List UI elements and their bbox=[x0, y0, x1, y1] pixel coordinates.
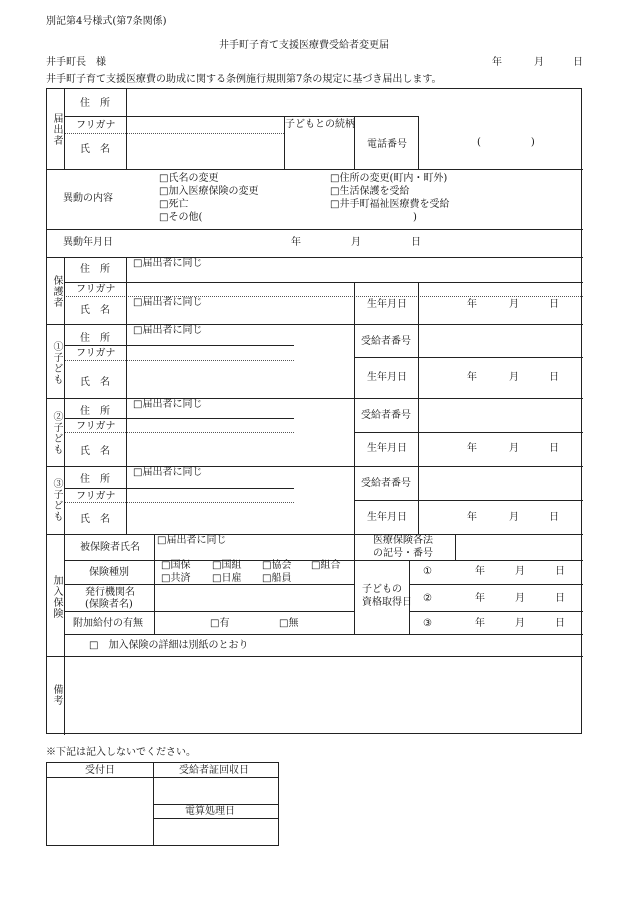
child2-birth-month: 月 bbox=[509, 443, 519, 454]
change-date-label: 異動年月日 bbox=[63, 237, 113, 248]
child3-same-address[interactable]: □届出者に同じ bbox=[133, 467, 203, 478]
option-death[interactable]: □死亡 bbox=[159, 199, 189, 210]
insurance-law-label-1: 医療保険各法 bbox=[373, 535, 433, 546]
extra-benefit-yes[interactable]: □有 bbox=[210, 618, 230, 629]
child3-address-label: 住 所 bbox=[80, 474, 110, 485]
child3-furigana-label: フリガナ bbox=[76, 491, 116, 502]
extra-benefit-label: 附加給付の有無 bbox=[73, 618, 143, 629]
child2-recipient-label: 受給者番号 bbox=[361, 410, 411, 421]
extra-benefit-no[interactable]: □無 bbox=[279, 618, 299, 629]
insured-same-as-notifier[interactable]: □届出者に同じ bbox=[157, 535, 227, 546]
child2-birth-label: 生年月日 bbox=[367, 443, 407, 454]
child1-birth-month: 月 bbox=[509, 372, 519, 383]
section-child-3: ③子ども bbox=[51, 478, 62, 522]
form-number: 別記第4号様式(第7条関係) bbox=[46, 16, 167, 27]
change-date-month: 月 bbox=[351, 237, 361, 248]
phone-parens: ( ) bbox=[477, 137, 535, 148]
received-date-label: 受付日 bbox=[85, 765, 115, 776]
acq-child3-month: 月 bbox=[515, 618, 525, 629]
section-notifier: 届出者 bbox=[51, 113, 62, 146]
issuer-label-1: 発行機関名 bbox=[85, 587, 135, 598]
notifier-furigana-label: フリガナ bbox=[76, 120, 116, 131]
header-year-label: 年 bbox=[492, 57, 502, 68]
acq-child3-day: 日 bbox=[555, 618, 565, 629]
child2-birth-year: 年 bbox=[467, 443, 477, 454]
option-insurance-change[interactable]: □加入医療保険の変更 bbox=[159, 186, 259, 197]
option-welfare[interactable]: □生活保護を受給 bbox=[330, 186, 410, 197]
acq-child1-year: 年 bbox=[475, 566, 485, 577]
child3-name-label: 氏 名 bbox=[80, 514, 110, 525]
office-note: ※下記は記入しないでください。 bbox=[46, 747, 196, 758]
guardian-birth-label: 生年月日 bbox=[367, 299, 407, 310]
child1-birth-label: 生年月日 bbox=[367, 372, 407, 383]
child1-birth-year: 年 bbox=[467, 372, 477, 383]
relationship-label: 子どもとの続柄 bbox=[285, 119, 355, 130]
statement-text: 井手町子育て支援医療費の助成に関する条例施行規則第7条の規定に基づき届出します。 bbox=[46, 74, 442, 85]
change-content-label: 異動の内容 bbox=[63, 193, 113, 204]
section-insurance: 加入保険 bbox=[51, 575, 62, 619]
option-ide-welfare[interactable]: □井手町福祉医療費を受給 bbox=[330, 199, 450, 210]
insurance-law-label-2: の記号・番号 bbox=[373, 548, 433, 559]
option-other-close: ) bbox=[413, 212, 417, 223]
addressee: 井手町長 様 bbox=[46, 57, 106, 68]
option-name-change[interactable]: □氏名の変更 bbox=[159, 173, 219, 184]
child3-birth-day: 日 bbox=[549, 512, 559, 523]
page-title: 井手町子育て支援医療費受給者変更届 bbox=[219, 40, 389, 51]
child-acq-label-2: 資格取得日 bbox=[362, 597, 412, 608]
office-use-table bbox=[46, 762, 279, 846]
section-child-1: ①子ども bbox=[51, 341, 62, 385]
acq-child2-mark: ② bbox=[423, 593, 432, 604]
header-day-label: 日 bbox=[573, 57, 583, 68]
option-address-change[interactable]: □住所の変更(町内・町外) bbox=[330, 173, 448, 184]
header-month-label: 月 bbox=[534, 57, 544, 68]
guardian-address-label: 住 所 bbox=[80, 264, 110, 275]
child3-recipient-label: 受給者番号 bbox=[361, 478, 411, 489]
change-date-year: 年 bbox=[291, 237, 301, 248]
type-kyokai[interactable]: □協会 bbox=[262, 560, 292, 571]
child1-furigana-label: フリガナ bbox=[76, 348, 116, 359]
option-other[interactable]: □その他( bbox=[159, 212, 203, 223]
child2-furigana-label: フリガナ bbox=[76, 421, 116, 432]
insurance-details-note[interactable]: □ 加入保険の詳細は別紙のとおり bbox=[89, 640, 249, 651]
child1-same-address[interactable]: □届出者に同じ bbox=[133, 325, 203, 336]
section-remarks: 備考 bbox=[51, 684, 62, 706]
acq-child3-mark: ③ bbox=[423, 618, 432, 629]
change-notification-form bbox=[46, 88, 582, 734]
child1-recipient-label: 受給者番号 bbox=[361, 336, 411, 347]
acq-child1-day: 日 bbox=[555, 566, 565, 577]
type-hiyatoi[interactable]: □日雇 bbox=[212, 573, 242, 584]
issuer-label-2: (保険者名) bbox=[85, 599, 133, 610]
guardian-birth-month: 月 bbox=[509, 299, 519, 310]
acq-child2-day: 日 bbox=[555, 593, 565, 604]
child3-birth-label: 生年月日 bbox=[367, 512, 407, 523]
child3-birth-month: 月 bbox=[509, 512, 519, 523]
section-child-2: ②子ども bbox=[51, 411, 62, 455]
type-kokuho[interactable]: □国保 bbox=[161, 560, 191, 571]
type-kumiai[interactable]: □組合 bbox=[311, 560, 341, 571]
insured-name-label: 被保険者氏名 bbox=[80, 542, 140, 553]
child2-name-label: 氏 名 bbox=[80, 446, 110, 457]
cert-collected-label: 受給者証回収日 bbox=[179, 765, 249, 776]
insurance-type-label: 保険種別 bbox=[89, 567, 129, 578]
child-acq-label-1: 子どもの bbox=[362, 584, 402, 595]
computer-processed-label: 電算処理日 bbox=[185, 806, 235, 817]
change-date-day: 日 bbox=[411, 237, 421, 248]
guardian-same-name[interactable]: □届出者に同じ bbox=[133, 297, 203, 308]
phone-label: 電話番号 bbox=[367, 139, 407, 150]
notifier-address-label: 住 所 bbox=[80, 98, 110, 109]
acq-child2-month: 月 bbox=[515, 593, 525, 604]
acq-child1-month: 月 bbox=[515, 566, 525, 577]
section-guardian: 保護者 bbox=[51, 275, 62, 308]
type-kokukumi[interactable]: □国組 bbox=[212, 560, 242, 571]
child1-birth-day: 日 bbox=[549, 372, 559, 383]
guardian-furigana-label: フリガナ bbox=[76, 284, 116, 295]
type-senin[interactable]: □船員 bbox=[262, 573, 292, 584]
child3-birth-year: 年 bbox=[467, 512, 477, 523]
acq-child2-year: 年 bbox=[475, 593, 485, 604]
acq-child1-mark: ① bbox=[423, 566, 432, 577]
notifier-name-label: 氏 名 bbox=[80, 144, 110, 155]
child2-same-address[interactable]: □届出者に同じ bbox=[133, 399, 203, 410]
guardian-birth-year: 年 bbox=[467, 299, 477, 310]
guardian-name-label: 氏 名 bbox=[80, 305, 110, 316]
guardian-birth-day: 日 bbox=[549, 299, 559, 310]
guardian-same-address[interactable]: □届出者に同じ bbox=[133, 258, 203, 269]
child1-name-label: 氏 名 bbox=[80, 377, 110, 388]
child1-address-label: 住 所 bbox=[80, 333, 110, 344]
child2-birth-day: 日 bbox=[549, 443, 559, 454]
type-kyosai[interactable]: □共済 bbox=[161, 573, 191, 584]
acq-child3-year: 年 bbox=[475, 618, 485, 629]
child2-address-label: 住 所 bbox=[80, 406, 110, 417]
